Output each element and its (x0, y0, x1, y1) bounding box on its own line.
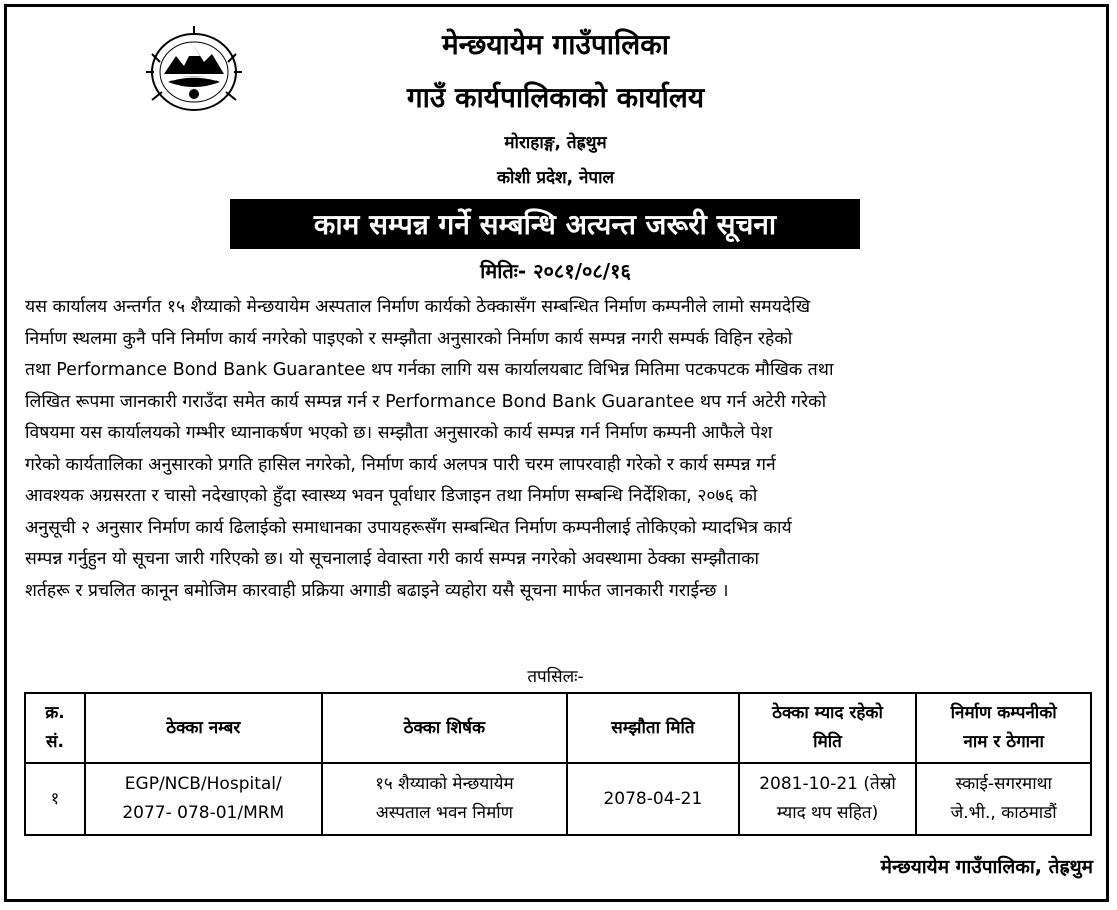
municipality-name: मेन्छयायेम गाउँपालिका (441, 28, 670, 61)
body-line: शर्तहरू र प्रचलित कानून बमोजिम कारवाही प्रक्रिया अगाडी बढाइने व्यहोरा यसै सूचना मार्फत जानकारी गराईन्छ । (25, 580, 729, 601)
body-line: निर्माण स्थलमा कुनै पनि निर्माण कार्य नगरेको पाइएको र सम्झौता अनुसारको निर्माण कार्य सम्पन्न नगरी सम्पर्क विहिन रहेको (25, 328, 793, 349)
body-line: विषयमा यस कार्यालयको गम्भीर ध्यानाकर्षण भएको छ। सम्झौता अनुसारको कार्य सम्पन्न गर्न निर्माण कम्पनी आफैले पेश (25, 423, 773, 443)
table-row (25, 763, 1091, 835)
body-line: लिखित रूपमा जानकारी गराउँदा समेत कार्य सम्पन्न गर्न र Performance Bond Bank Guarantee थप गर्न अटेरी गरेको (25, 391, 827, 412)
signature-line: मेन्छयायेम गाउँपालिका, तेह्रथुम (880, 856, 1093, 878)
office-name: गाउँ कार्यपालिकाको कार्यालय (406, 81, 705, 114)
details-label: तपसिलः- (527, 667, 584, 687)
cell-sn: १ (25, 763, 85, 835)
notice-body (25, 292, 1091, 607)
address-line-2: कोशी प्रदेश, नेपाल (497, 168, 614, 188)
header-contract-title: ठेक्का शिर्षक (322, 693, 567, 763)
body-line: अनुसूची २ अनुसार निर्माण कार्य ढिलाईको समाधानका उपायहरूसँग सम्बन्धित निर्माण कम्पनीलाई तोकिएको म्यादभित्र कार्य (25, 517, 792, 538)
header-agreement-date: सम्झौता मिति (567, 693, 739, 763)
contract-table (24, 692, 1092, 836)
address-line-1: मोराहाङ्ग, तेह्रथुम (504, 133, 607, 153)
header-contract-no: ठेक्का नम्बर (85, 693, 322, 763)
cell-company: स्काई-सगरमाथा जे.भी., काठमाडौं (916, 763, 1091, 835)
body-line: गरेको कार्यतालिका अनुसारको प्रगति हासिल नगरेको, निर्माण कार्य अलपत्र पारी चरम लापरवाही गरेको र कार्य सम्पन्न गर्न (25, 454, 776, 475)
notice-title: काम सम्पन्न गर्ने सम्बन्धि अत्यन्त जरूरी सूचना (313, 208, 777, 241)
header-sn: क्र. सं. (25, 693, 85, 763)
cell-contract-no: EGP/NCB/Hospital/ 2077- 078-01/MRM (85, 763, 322, 835)
header-deadline: ठेक्का म्याद रहेको मिति (739, 693, 917, 763)
table-header-row (25, 693, 1091, 763)
notice-banner (230, 199, 860, 249)
notice-date: मितिः- २०८१/०८/१६ (480, 259, 631, 283)
body-line: तथा Performance Bond Bank Guarantee थप गर्नका लागि यस कार्यालयबाट विभिन्न मितिमा पटकपटक मौखिक तथा (25, 360, 834, 380)
cell-contract-title: १५ शैय्याको मेन्छयायेम अस्पताल भवन निर्माण (322, 763, 567, 835)
body-line: आवश्यक अग्रसरता र चासो नदेखाएको हुँदा स्वास्थ्य भवन पूर्वाधार डिजाइन तथा निर्माण सम्बन्धि निर्देशिका, २०७६ को (25, 486, 758, 506)
body-line: यस कार्यालय अन्तर्गत १५ शैय्याको मेन्छयायेम अस्पताल निर्माण कार्यको ठेक्कासँग सम्बन्धित निर्माण कम्पनीले लामो समयदेखि (25, 297, 811, 317)
cell-agreement-date: 2078-04-21 (567, 763, 739, 835)
header-company: निर्माण कम्पनीको नाम र ठेगाना (916, 693, 1091, 763)
body-line: सम्पन्न गर्नुहुन यो सूचना जारी गरिएको छ। यो सूचनालाई वेवास्ता गरी कार्य सम्पन्न नगरेको अवस्थामा ठेक्का सम्झौताका (25, 549, 760, 569)
cell-deadline: 2081-10-21 (तेस्रो म्याद थप सहित) (739, 763, 917, 835)
